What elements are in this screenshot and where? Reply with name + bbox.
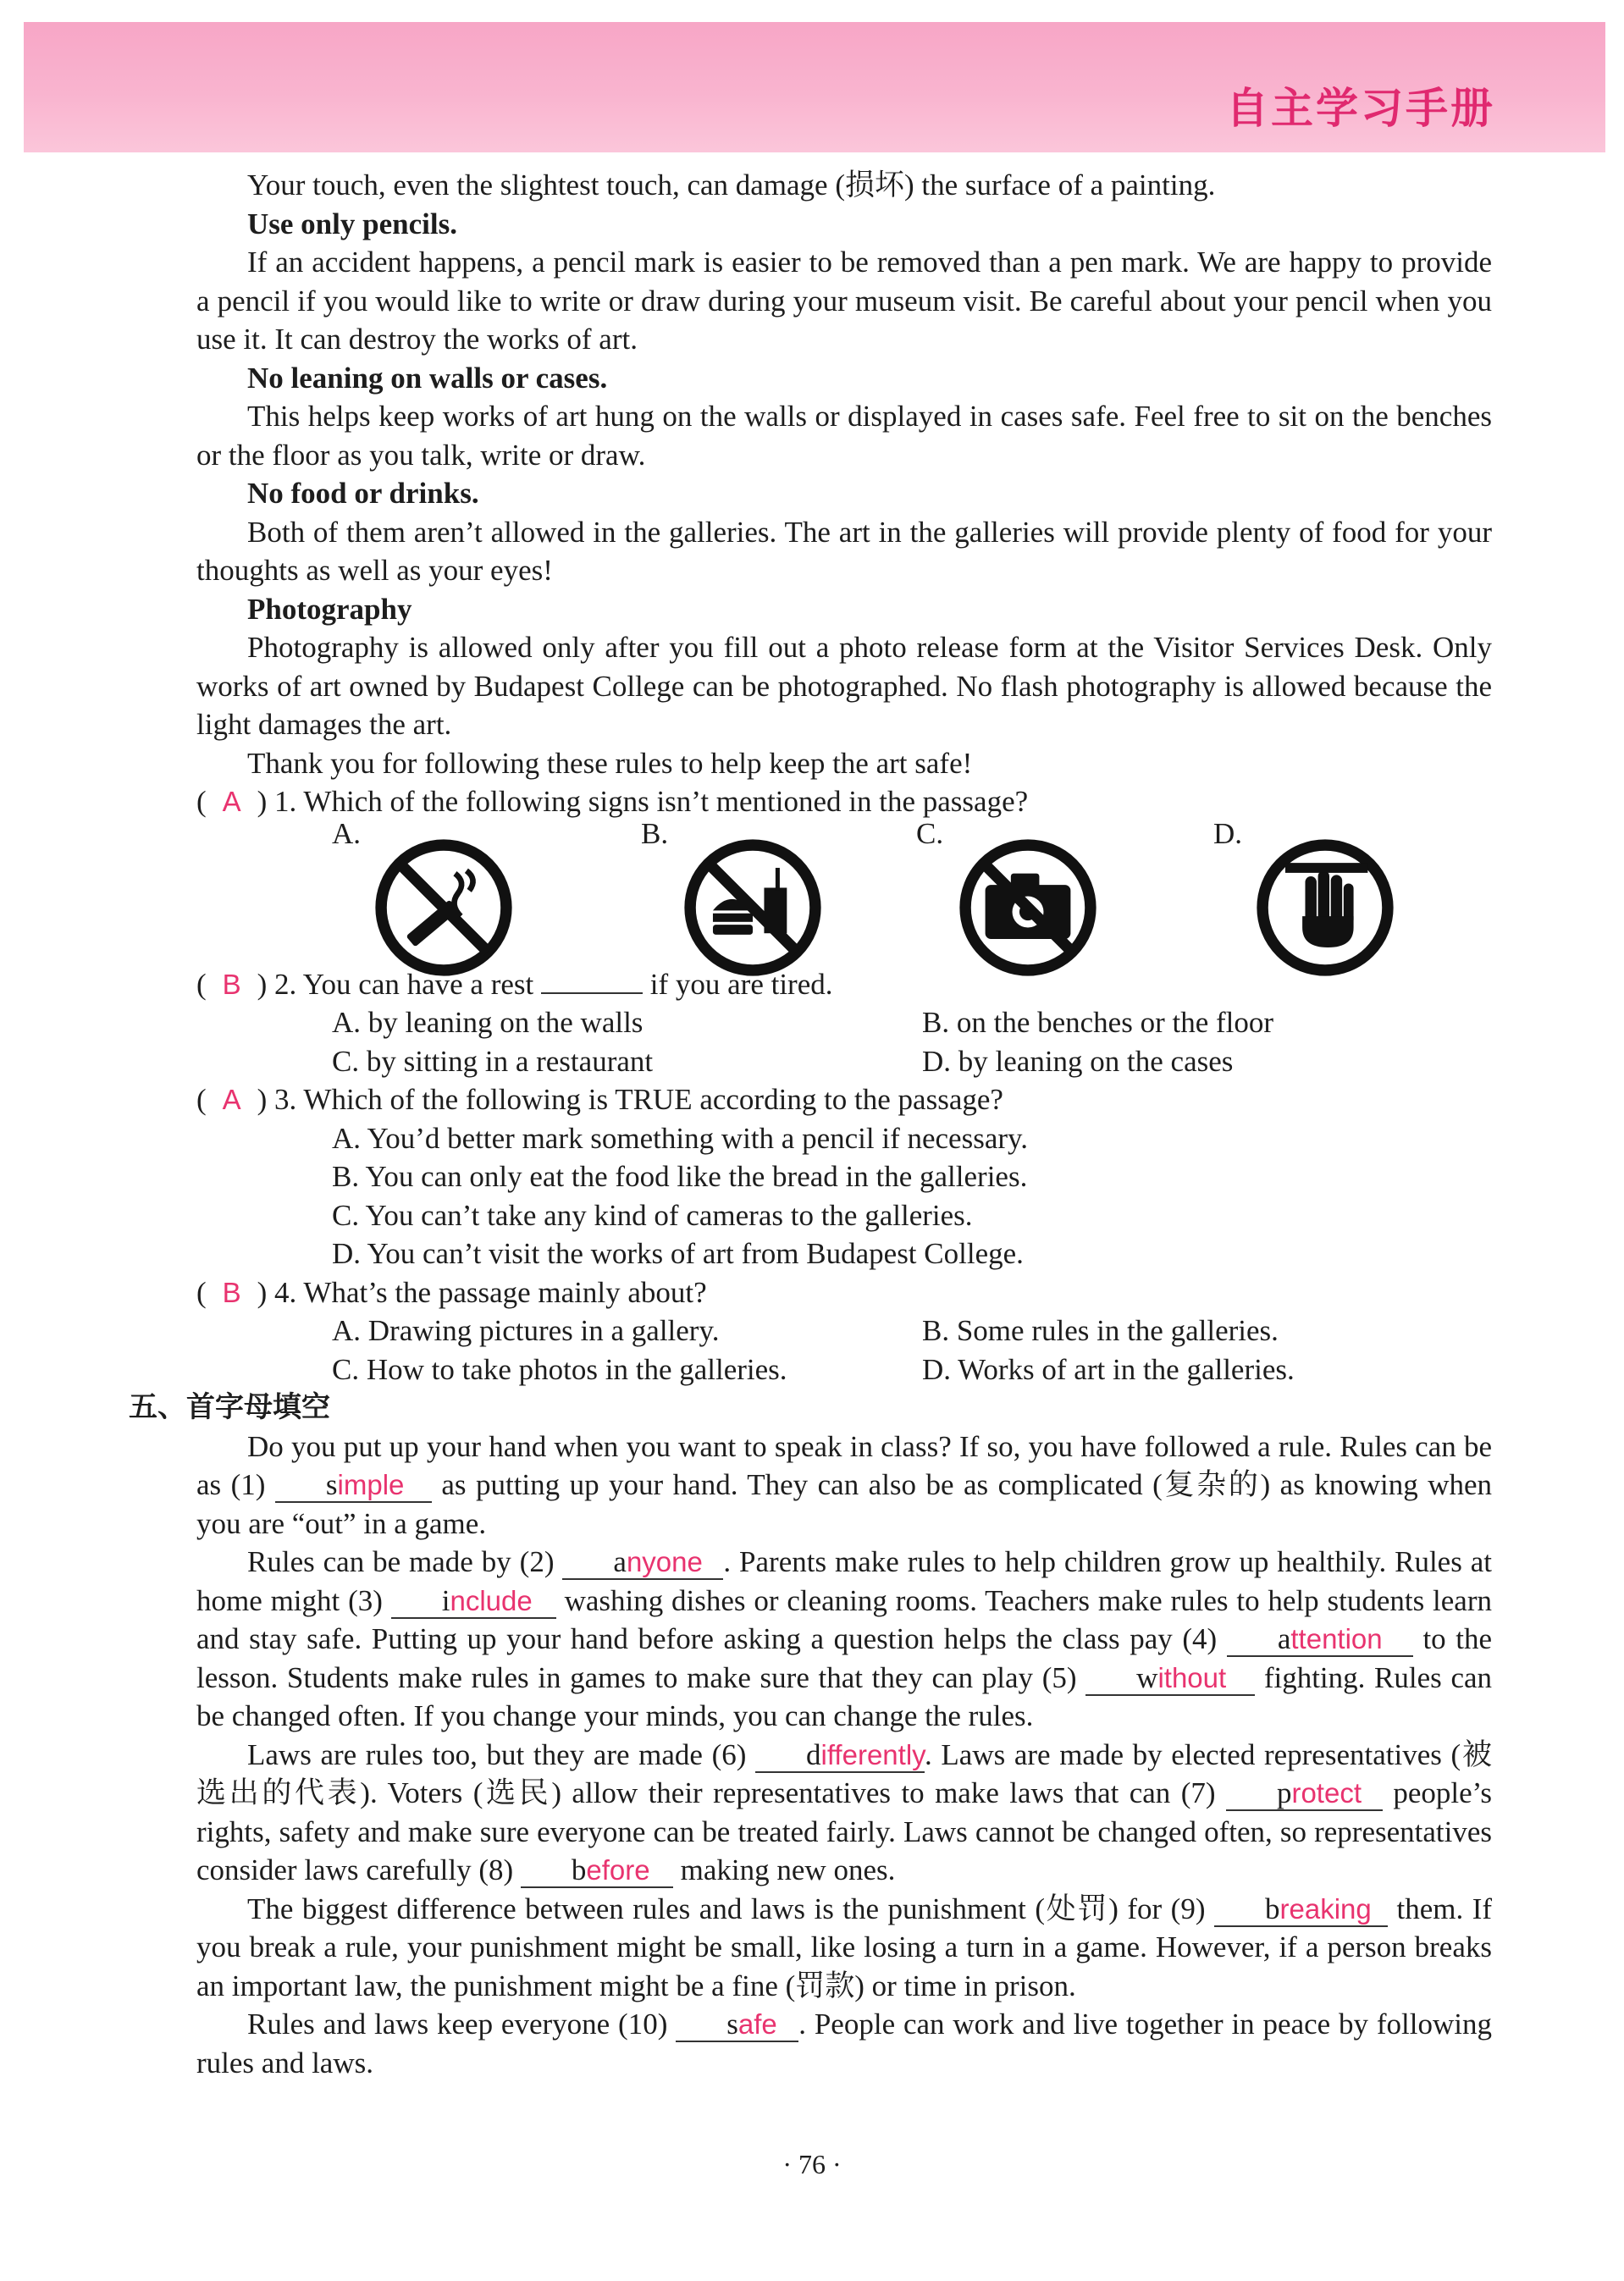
option-b: B. You can only eat the food like the bread in the galleries. bbox=[332, 1160, 1028, 1193]
cloze-paragraph: Rules and laws keep everyone (10) safe . People can work and live together in peace by following rules and laws. bbox=[196, 2008, 1493, 2079]
cloze-paragraph: Laws are rules too, but they are made (6) differently. Laws are made by elected representatives (被选出的代表). Voters (选民) allow their representatives to make laws that can (7) protect people’s rights, safety and make sure everyone can be treated fairly. Laws cannot be changed often, so representatives consider laws carefully (8) before making new ones. bbox=[196, 1737, 1493, 1886]
section-title: 五、首字母填空 bbox=[129, 1390, 330, 1424]
no-touching-icon bbox=[1254, 837, 1396, 979]
rule-heading: Photography bbox=[247, 592, 412, 626]
option-c: C. You can’t take any kind of cameras to the galleries. bbox=[332, 1198, 973, 1232]
cloze-paragraph: Rules can be made by (2) anyone . Parents make rules to help children grow up healthily. Rules at home might (3) include washing dishes or cleaning rooms. Teachers make rules to help students learn and stay safe. Putting up your hand before asking a question helps the class pay (4) attention to the lesson. Students make rules in games to make sure that they can play (5) without fighting. Rules can be changed often. If you change your minds, you can change the rules. bbox=[196, 1545, 1493, 1732]
question-stem-end: if you are tired. bbox=[649, 967, 833, 1001]
answer-3: A bbox=[222, 1084, 241, 1115]
passage-paragraph: Both of them aren’t allowed in the galleries. The art in the galleries will provide plenty of food for your thoughts as well as your eyes! bbox=[196, 515, 1492, 587]
option-b: B. Some rules in the galleries. bbox=[922, 1314, 1279, 1347]
option-a: A. You’d better mark something with a pencil if necessary. bbox=[332, 1121, 1028, 1155]
answer-1: A bbox=[222, 786, 241, 817]
cloze-paragraph: Do you put up your hand when you want to speak in class? If so, you have followed a rule. Rules can be as (1) simple as putting up your hand. They can also be as complicated (复杂的) as knowing when you are “out” in a game. bbox=[196, 1429, 1493, 1540]
option-c: C. by sitting in a restaurant bbox=[332, 1044, 654, 1078]
question-1: ( A ) 1. Which of the following signs isn’t mentioned in the passage? bbox=[196, 782, 1492, 821]
no-food-drinks-icon bbox=[682, 837, 824, 979]
option-d: D. You can’t visit the works of art from Budapest College. bbox=[332, 1237, 1024, 1270]
no-smoking-icon bbox=[373, 837, 515, 979]
rule-heading: No leaning on walls or cases. bbox=[247, 361, 608, 395]
cloze-blank-5: without bbox=[1085, 1662, 1255, 1696]
cloze-blank-4: attention bbox=[1227, 1623, 1413, 1657]
passage-paragraph: If an accident happens, a pencil mark is easier to be removed than a pen mark. We are happy to provide a pencil if you would like to write or draw during your museum visit. Be careful about your pencil when you use it. It can destroy the works of art. bbox=[196, 246, 1492, 356]
option-label: D. bbox=[1213, 816, 1243, 850]
passage-paragraph: This helps keep works of art hung on the walls or displayed in cases safe. Feel free to sit on the benches or the floor as you talk, write or draw. bbox=[196, 400, 1492, 472]
page-number: · 76 · bbox=[782, 2149, 842, 2179]
no-photography-icon bbox=[957, 837, 1099, 979]
question-stem: ) 2. You can have a rest bbox=[257, 967, 534, 1001]
sign-options bbox=[196, 816, 1492, 965]
question-3: ( A ) 3. Which of the following is TRUE according to the passage? bbox=[196, 1080, 1492, 1119]
header-banner bbox=[24, 22, 1605, 152]
question-2: ( B ) 2. You can have a rest if you are tired. bbox=[196, 965, 1492, 1004]
option-label: B. bbox=[641, 816, 669, 850]
question-stem: ) 1. Which of the following signs isn’t mentioned in the passage? bbox=[257, 785, 1029, 818]
cloze-blank-7: protect bbox=[1226, 1777, 1383, 1811]
passage-paragraph: Your touch, even the slightest touch, can damage (损坏) the surface of a painting. bbox=[247, 168, 1216, 202]
rule-heading: No food or drinks. bbox=[247, 477, 479, 510]
option-c: C. How to take photos in the galleries. bbox=[332, 1352, 787, 1386]
option-d: D. Works of art in the galleries. bbox=[922, 1352, 1295, 1386]
option-label: A. bbox=[332, 816, 362, 850]
option-a: A. by leaning on the walls bbox=[332, 1006, 644, 1039]
option-label: C. bbox=[916, 816, 944, 850]
passage-paragraph: Thank you for following these rules to help keep the art safe! bbox=[247, 746, 973, 780]
cloze-blank-6: differently bbox=[755, 1739, 925, 1773]
page-title: 自主学习手册 bbox=[1226, 84, 1495, 133]
question-4: ( B ) 4. What’s the passage mainly about? bbox=[196, 1273, 1492, 1312]
option-d: D. by leaning on the cases bbox=[922, 1044, 1234, 1078]
cloze-blank-2: anyone bbox=[562, 1546, 723, 1580]
question-stem: ) 3. Which of the following is TRUE according to the passage? bbox=[257, 1083, 1003, 1116]
answer-4: B bbox=[222, 1276, 241, 1308]
cloze-blank-3: include bbox=[391, 1585, 556, 1619]
answer-blank bbox=[541, 992, 643, 994]
answer-2: B bbox=[222, 968, 241, 1000]
rule-heading: Use only pencils. bbox=[247, 207, 457, 240]
cloze-blank-10: safe bbox=[676, 2008, 798, 2042]
option-a: A. Drawing pictures in a gallery. bbox=[332, 1314, 720, 1347]
passage-paragraph: Photography is allowed only after you fill out a photo release form at the Visitor Services Desk. Only works of art owned by Budapest College can be photographed. No flash photography is allowed because the light damages the art. bbox=[196, 631, 1492, 741]
page-content bbox=[129, 166, 1493, 2082]
option-row bbox=[196, 1312, 1492, 1350]
cloze-paragraph: The biggest difference between rules and laws is the punishment (处罚) for (9) breaking them. If you break a rule, your punishment might be small, like losing a turn in a game. However, if a person breaks an important law, the punishment might be a fine (罚款) or time in prison. bbox=[196, 1892, 1493, 2002]
cloze-blank-1: simple bbox=[275, 1469, 432, 1503]
cloze-blank-9: breaking bbox=[1214, 1893, 1388, 1927]
option-b: B. on the benches or the floor bbox=[922, 1006, 1274, 1039]
option-row bbox=[196, 1003, 1492, 1042]
question-stem: ) 4. What’s the passage mainly about? bbox=[257, 1275, 707, 1309]
cloze-blank-8: before bbox=[521, 1854, 673, 1888]
option-row bbox=[196, 1350, 1492, 1389]
option-row bbox=[196, 1042, 1492, 1081]
